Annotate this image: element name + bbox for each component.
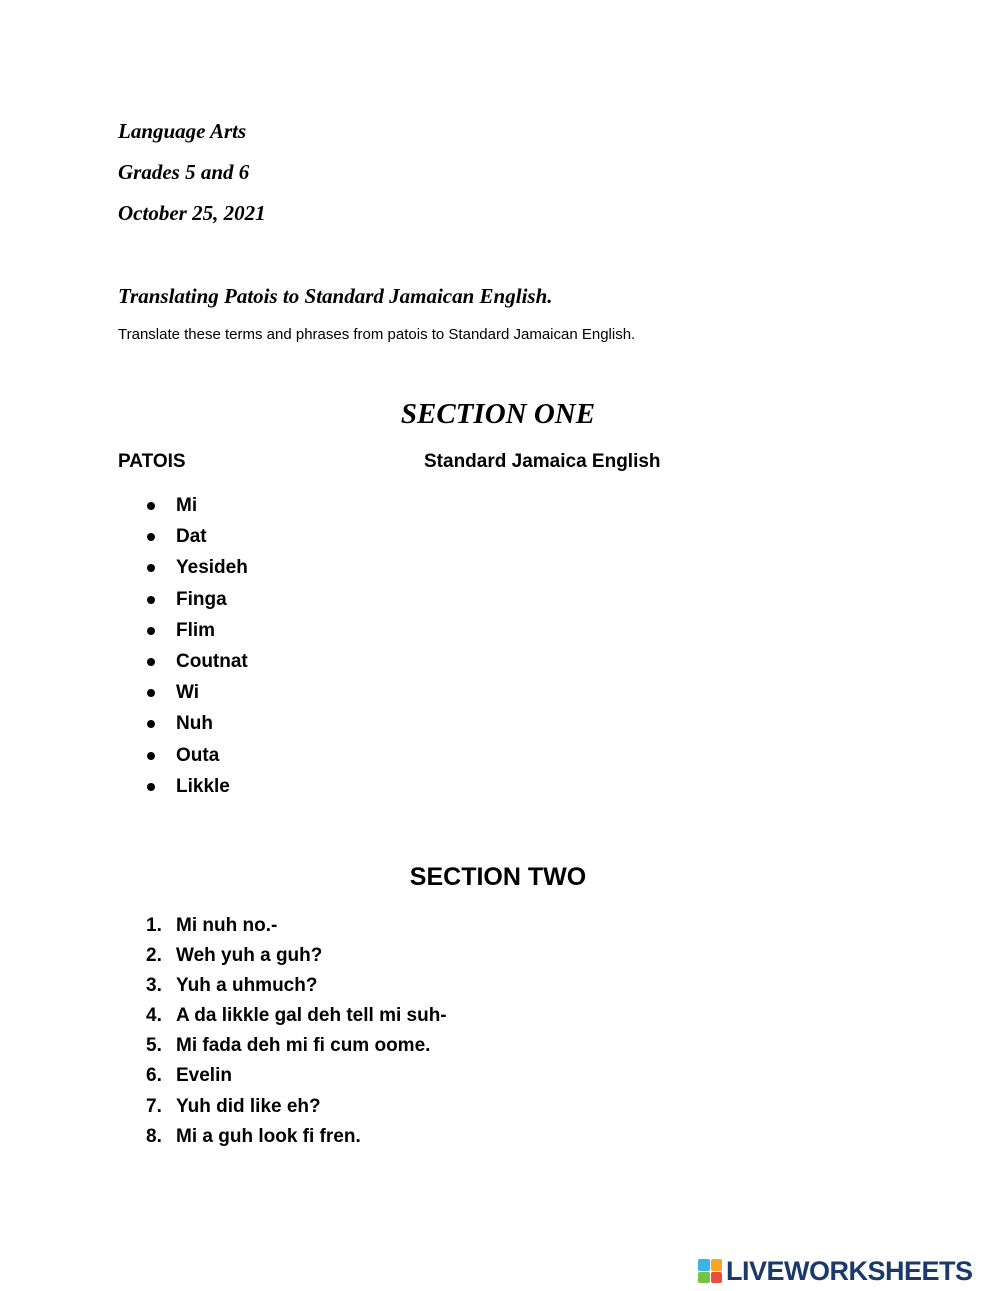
bullet-icon bbox=[147, 533, 155, 541]
term-text: Coutnat bbox=[176, 650, 248, 672]
logo-square bbox=[711, 1259, 723, 1271]
item-number: 6. bbox=[146, 1065, 162, 1087]
bullet-icon bbox=[147, 783, 155, 791]
bullet-icon bbox=[147, 689, 155, 697]
phrase-text: Evelin bbox=[176, 1065, 232, 1087]
item-number: 5. bbox=[146, 1035, 162, 1057]
term-text: Nuh bbox=[176, 713, 213, 735]
term-text: Yesideh bbox=[176, 557, 248, 579]
bullet-icon bbox=[147, 596, 155, 604]
logo-square bbox=[698, 1259, 710, 1271]
bullet-icon bbox=[147, 752, 155, 760]
item-number: 8. bbox=[146, 1125, 162, 1147]
logo-square bbox=[698, 1272, 710, 1284]
phrase-text: Mi fada deh mi fi cum oome. bbox=[176, 1035, 431, 1057]
section-one-title: SECTION ONE bbox=[400, 398, 596, 430]
phrase-text: Weh yuh a guh? bbox=[176, 945, 323, 967]
bullet-icon bbox=[147, 502, 155, 510]
item-number: 2. bbox=[146, 945, 162, 967]
item-number: 4. bbox=[146, 1005, 162, 1027]
term-text: Flim bbox=[176, 619, 216, 641]
liveworksheets-watermark bbox=[698, 1256, 973, 1286]
bullet-icon bbox=[147, 720, 155, 728]
phrase-text: A da likkle gal deh tell mi suh- bbox=[176, 1005, 447, 1027]
term-text: Likkle bbox=[176, 775, 230, 797]
english-column-header: Standard Jamaica English bbox=[424, 451, 661, 472]
phrase-text: Yuh did like eh? bbox=[176, 1095, 321, 1117]
watermark-text: LIVEWORKSHEETS bbox=[726, 1256, 973, 1286]
grades-heading: Grades 5 and 6 bbox=[118, 160, 250, 184]
logo-square bbox=[711, 1272, 723, 1284]
phrase-text: Mi a guh look fi fren. bbox=[176, 1125, 361, 1147]
phrase-text: Mi nuh no.- bbox=[176, 915, 278, 936]
term-text: Mi bbox=[176, 495, 198, 516]
subject-heading: Language Arts bbox=[118, 119, 247, 143]
item-number: 1. bbox=[146, 915, 162, 936]
section-two-title: SECTION TWO bbox=[409, 863, 587, 891]
term-text: Outa bbox=[176, 744, 220, 766]
phrase-text: Yuh a uhmuch? bbox=[176, 975, 318, 997]
lesson-title: Translating Patois to Standard Jamaican English. bbox=[118, 284, 553, 308]
item-number: 7. bbox=[146, 1095, 162, 1117]
bullet-icon bbox=[147, 658, 155, 666]
term-text: Finga bbox=[176, 588, 227, 610]
instructions-text: Translate these terms and phrases from patois to Standard Jamaican English. bbox=[118, 326, 636, 343]
bullet-icon bbox=[147, 564, 155, 572]
item-number: 3. bbox=[146, 975, 162, 997]
term-text: Wi bbox=[176, 682, 200, 704]
date-heading: October 25, 2021 bbox=[118, 201, 266, 225]
term-text: Dat bbox=[176, 526, 207, 548]
bullet-icon bbox=[147, 627, 155, 635]
liveworksheets-logo-icon bbox=[698, 1259, 722, 1283]
patois-column-header: PATOIS bbox=[118, 451, 186, 472]
